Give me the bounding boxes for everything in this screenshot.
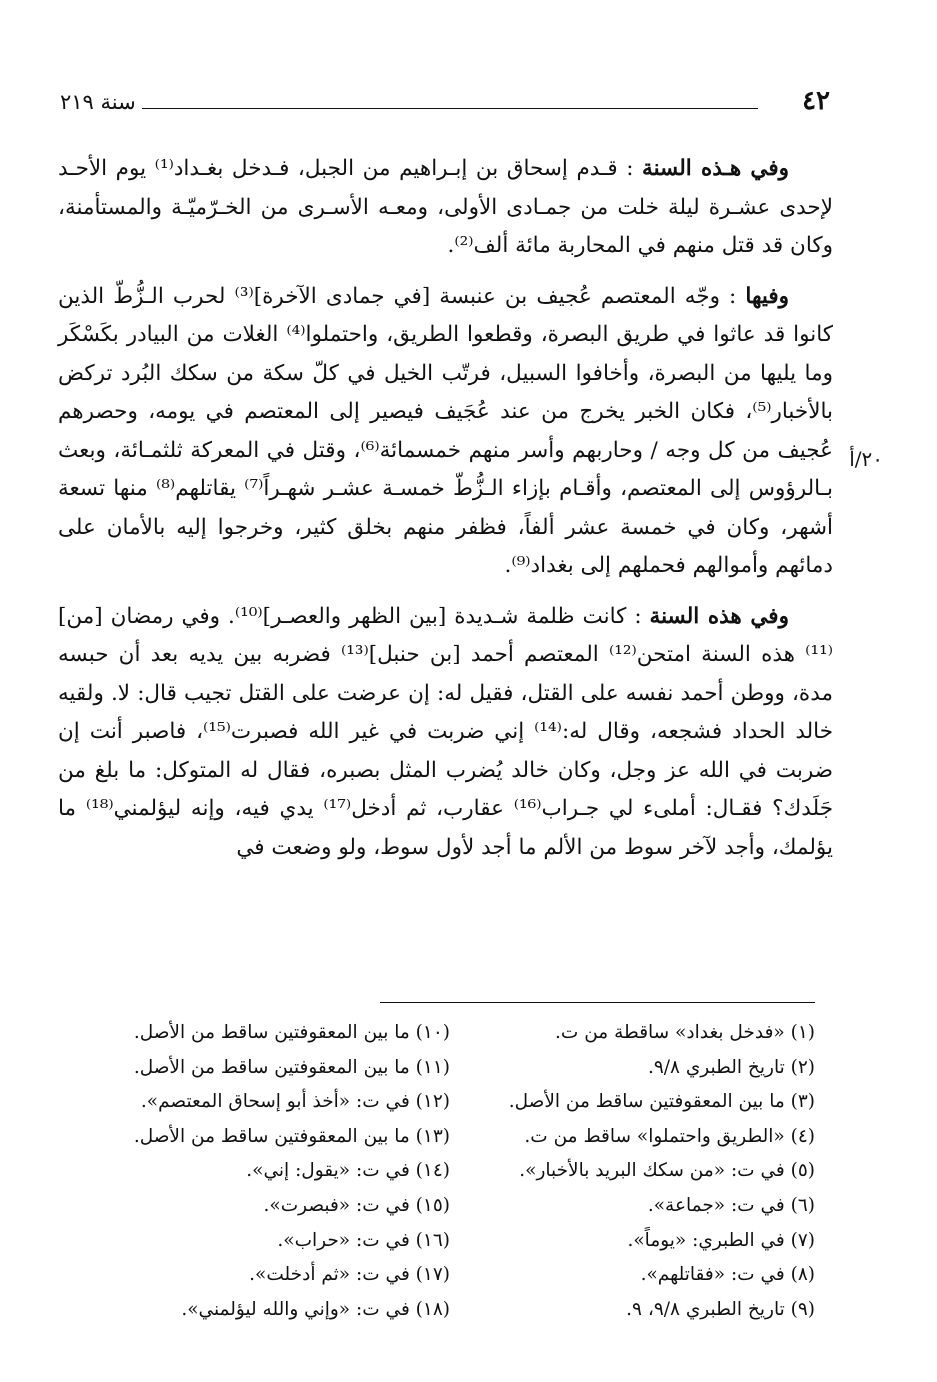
paragraph-1-text: : قـدم إسحاق بن إبـراهيم من الجبل، فـدخل بغـداد⁽¹⁾ يوم الأحـد لإحدى عشـرة ليلة خلت من جمـادى الأولى، ومعـه الأسـرى من الخـرّميّـة والمستأمنة، وكان قد قتل منهم في المحاربة مائة ألف⁽²⁾. [58, 156, 833, 258]
paragraph-3-lead: وفي هذه السنة [649, 603, 789, 629]
footnote: (٢) تاريخ الطبري ٩/٨. [647, 1056, 815, 1078]
footnote: (٤) «الطريق واحتملوا» ساقط من ت. [524, 1125, 815, 1147]
footnote: (٦) في ت: «جماعة». [647, 1194, 815, 1216]
paragraph-2 [58, 278, 833, 586]
page-header [60, 86, 830, 126]
footnote: (١٣) ما بين المعقوفتين ساقط من الأصل. [133, 1125, 450, 1147]
paragraph-1-lead: وفي هـذه السنة [642, 156, 789, 181]
running-head: سنة ٢١٩ [60, 90, 136, 114]
footnotes-left-column [120, 1016, 450, 1327]
footnote: (١١) ما بين المعقوفتين ساقط من الأصل. [133, 1056, 450, 1078]
paragraph-3-text: : كانت ظلمة شـديدة [بين الظهر والعصـر]⁽¹⁰⁾. وفي رمضان [من]⁽¹¹⁾ هذه السنة امتحن⁽¹²⁾ المعتصم أحمد [بن حنبل]⁽¹³⁾ فضربه بين يديه بعد أن حبسه مدة، ووطن أحمد نفسه على القتل، فقيل له: إن عرضت على القتل تجيب قال: لا. ولقيه خالد الحداد فشجعه، وقال له:⁽¹⁴⁾ إني ضربت في غير الله فصبرت⁽¹⁵⁾، فاصبر أنت إن ضربت في الله عز وجل، وكان خالد يُضرب المثل بصبره، فقال له المتوكل: ما بلغ من جَلَدك؟ فقـال: أملىء لي جـراب⁽¹⁶⁾ عقارب، ثم أدخل⁽¹⁷⁾ يدي فيه، وإنه ليؤلمني⁽¹⁸⁾ ما يؤلمك، وأجد لآخر سوط من الألم ما أجد لأول سوط، ولو وضعت في [58, 603, 833, 860]
paragraph-2-text: : وجّه المعتصم عُجيف بن عنبسة [في جمادى الآخرة]⁽³⁾ لحرب الـزُّطّ الذين كانوا قد عاثوا في طريق البصرة، وقطعوا الطريق، واحتملوا⁽⁴⁾ الغلات من البيادر بكَسْكَر وما يليها من البصرة، وأخافوا السبيل، فرتّب الخيل في كلّ سكة من سكك البُرد تركض بالأخبار⁽⁵⁾، فكان الخبر يخرج من عند عُجَيف فيصير إلى المعتصم في يومه، وحصرهم عُجيف من كل وجه / وحاربهم وأسر منهم خمسمائة⁽⁶⁾، وقتل في المعركة ثلثمـائة، وبعث بـالرؤوس إلى المعتصم، وأقـام بإزاء الـزُّطّ خمسـة عشـر شهـراً⁽⁷⁾ يقاتلهم⁽⁸⁾ منها تسعة أشهر، وكان في خمسة عشر ألفاً، فظفر منهم بخلق كثير، وخرجوا إليه بالأمان على دمائهم وأموالهم فحملهم إلى بغداد⁽⁹⁾. [58, 283, 833, 578]
footnote: (١٨) في ت: «وإني والله ليؤلمني». [181, 1298, 450, 1320]
footnote-separator [380, 1002, 815, 1003]
footnote: (١٥) في ت: «فبصرت». [263, 1194, 450, 1216]
footnote: (٩) تاريخ الطبري ٩/٨، ٩. [626, 1298, 815, 1320]
paragraph-1 [58, 150, 833, 266]
footnote: (١٢) في ت: «أخذ أبو إسحاق المعتصم». [140, 1091, 450, 1113]
footnotes [120, 1016, 815, 1336]
footnotes-right-column [485, 1016, 815, 1327]
page-number: ٤٢ [802, 86, 830, 116]
footnote: (١) «فدخل بغداد» ساقطة من ت. [555, 1022, 815, 1043]
footnote: (٥) في ت: «من سكك البريد بالأخبار». [519, 1160, 815, 1182]
header-rule [142, 108, 758, 109]
footnote: (١٦) في ت: «حراب». [277, 1229, 450, 1251]
footnote: (١٤) في ت: «يقول: إني». [246, 1160, 450, 1182]
paragraph-2-lead: وفيها [745, 283, 789, 309]
footnote: (١٧) في ت: «ثم أدخلت». [249, 1264, 450, 1286]
footnote: (٧) في الطبري: «يوماً». [627, 1229, 815, 1251]
manuscript-folio-marker: ٢٠/أ [849, 447, 883, 471]
footnote: (٨) في ت: «فقاتلهم». [640, 1264, 815, 1286]
main-text [58, 150, 883, 879]
paragraph-3 [58, 598, 833, 868]
footnote: (١٠) ما بين المعقوفتين ساقط من الأصل. [133, 1022, 450, 1043]
footnote: (٣) ما بين المعقوفتين ساقط من الأصل. [508, 1091, 815, 1113]
